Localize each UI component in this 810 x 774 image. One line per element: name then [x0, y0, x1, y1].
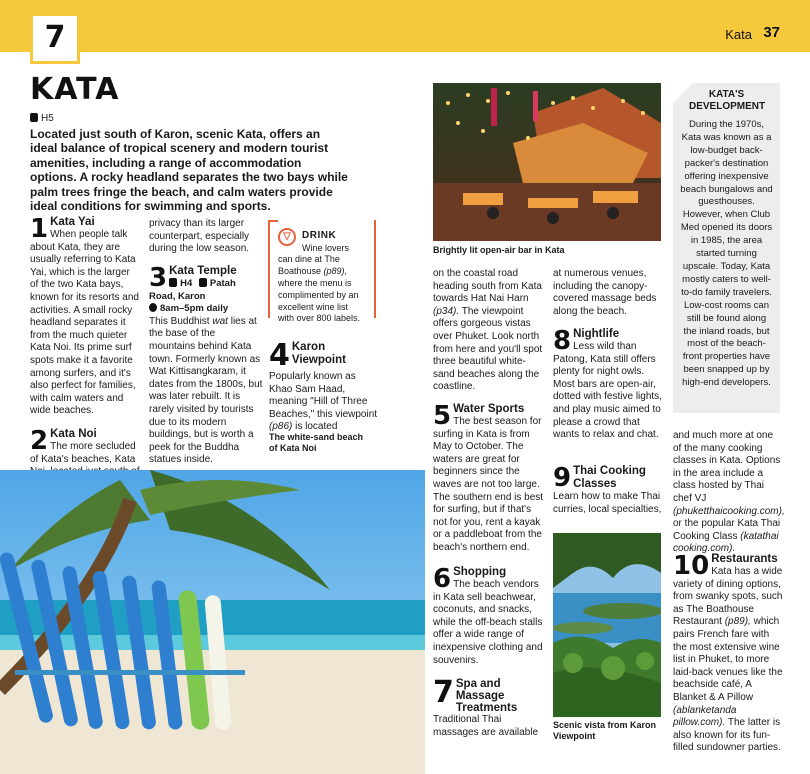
entry-kata-noi-continued: privacy than its larger counterpart, especially during the low season. — [149, 218, 250, 255]
intro-paragraph: Located just south of Karon, scenic Kata, offers an ideal balance of tropical scenery and modern tourist amenities, including a range of accommodation options. A rocky headland separates the two bays while palm trees fringe the beach, and calm waters provide ideal conditions for swimming and sports. — [30, 127, 348, 214]
entry-body: The beach vendors in Kata sell beachwear, coconuts, and snacks, while the off-beach stalls offer a wide range of inexpensive clothing and souvenirs. — [433, 579, 543, 666]
entry-number: 4 — [269, 338, 290, 373]
entry-title: Nightlife — [573, 328, 620, 340]
entry-number: 2 — [30, 426, 49, 456]
entry-body: The more secluded of Kata's beaches, Kata — [30, 441, 136, 465]
entry-kata-yai — [30, 216, 140, 418]
sidebar-body: During the 1970s, Kata was known as a low-budget back-packer's destination offering inexpensive beach bungalows and guesthouses. However, when Club Med opened its doors in 1985, the area started turning upscale. Today, Kata mostly caters to well-to-do family travelers. Low-cost rooms can still be found along the inland roads, but most of the beach-front properties have been snapped up by high-end developers. — [680, 119, 773, 389]
home-icon — [199, 278, 207, 287]
entry-address: H4 Patah Road, Karon — [149, 278, 236, 302]
drink-label: DRINK — [302, 230, 337, 241]
entry-title: Spa and Massage Treatments — [455, 678, 518, 714]
sidebar-corner — [673, 83, 693, 103]
chapter-number: 7 — [44, 20, 66, 55]
wine-glass-icon: ▽ — [278, 228, 296, 246]
chapter-tab — [30, 16, 80, 64]
entry-body: Learn how to make Thai curries, local specialties, — [553, 491, 662, 515]
caption-bar-photo: Brightly lit open-air bar in Kata — [433, 245, 565, 255]
entry-cooking-classes — [553, 465, 663, 516]
page-title: KATA — [30, 72, 120, 107]
entry-body: Traditional Thai massages are available — [433, 714, 539, 738]
entry-body: Kata has a wide variety of dining options, from swanky spots, such as The Boathouse Restaurant (p89), which pairs French fare with the most extensive wine list in Phuket, to more laid-back venues like the beachside café, A Blanket & A Pillow (ablanketanda pillow.com). The latter is also known for its fun-filled sundowner parties. — [673, 566, 783, 754]
entry-spa — [433, 675, 546, 739]
header-bar — [0, 0, 810, 52]
drink-text: Wine lovers can dine at The Boathouse (p89), where the menu is complimented by an excellent wine list with over 800 labels. — [278, 242, 361, 324]
entry-number: 1 — [30, 214, 49, 244]
entry-kata-temple — [149, 265, 264, 467]
entry-number: 8 — [553, 326, 572, 356]
map-pin-icon — [169, 278, 177, 287]
entry-title: Water Sports — [453, 403, 525, 415]
entry-shopping — [433, 566, 546, 667]
map-pin-icon — [30, 113, 38, 122]
vista-photo — [553, 533, 661, 717]
entry-number: 9 — [553, 463, 572, 493]
entry-nightlife — [553, 328, 663, 442]
entry-body: Less wild than Patong, Kata still offers plenty for night owls. Most bars are open-air, dotted with festive lights, and play music aimed to please a crowd that wants to relax and chat. — [553, 341, 662, 441]
entry-number: 3 — [149, 263, 168, 293]
development-sidebar — [673, 83, 780, 413]
entry-karon-viewpoint-continued: on the coastal road heading south from Kata towards Hat Nai Harn (p34). The viewpoint offers gorgeous vistas over Phuket. Look north from here and you'll spot three beautiful white-sand beaches along the coastline. — [433, 268, 543, 393]
section-name: Kata — [725, 27, 752, 42]
entry-body: This Buddhist wat lies at the base of the mountains behind Kata town. Formerly known as Wat Kittisangkaram, it dates from the 1800s, but was later rebuilt. It is rarely visited by tourists due to its modern buildings, but is worth a peek for the Buddha statues inside. — [149, 315, 263, 466]
entry-cooking-continued: and much more at one of the many cooking classes in Kata. Options in the area include a class hosted by Thai chef VJ (phuketthaicooking.com), or the popular Kata Thai Cooking Class (katathai cooking.com). — [673, 430, 785, 555]
beach-photo — [0, 470, 425, 774]
caption-vista-photo: Scenic vista from Karon Viewpoint — [553, 720, 657, 741]
entry-title: Kata Temple — [169, 265, 237, 277]
entry-body: Popularly known as Khao Sam Haad, meaning "Hill of Three Beaches," this viewpoint (p86) is located — [269, 371, 378, 433]
entry-water-sports — [433, 403, 546, 555]
map-grid-ref: H5 — [30, 113, 54, 124]
entry-title: Karon Viewpoint — [291, 341, 346, 366]
entry-title: Restaurants — [711, 553, 778, 565]
entry-body: The best season for surfing in Kata is from May to October. The waters are great for beginners since the waves are not too large. The southern end is best for surfing, but if that's not for you, rent a kayak or a paddleboat from the beach's northern end. — [433, 416, 544, 553]
sidebar-title: KATA'S DEVELOPMENT — [689, 89, 766, 112]
entry-spa-continued: at numerous venues, including the canopy-covered massage beds along the beach. — [553, 268, 657, 317]
entry-restaurants — [673, 553, 783, 755]
page-number: 37 — [763, 24, 780, 41]
entry-karon-viewpoint — [269, 338, 379, 434]
caption-beach-photo: The white-sand beach of Kata Noi — [269, 432, 364, 453]
entry-body: When people talk about Kata, they are usually referring to Kata Yai, which is the larger of the two Kata bays, known for its resorts and activities. A small rocky headland separates it from the much quieter Kata Noi. Its prime surf spots make it a favorite among surfers, and it's also perfect for families, with calm waters and wide beaches. — [30, 229, 139, 417]
entry-title: Kata Noi — [50, 428, 97, 440]
entry-title: Thai Cooking Classes — [573, 465, 646, 490]
drink-box — [268, 220, 376, 324]
entry-number: 5 — [433, 401, 452, 431]
entry-title: Shopping — [453, 566, 507, 578]
entry-title: Kata Yai — [50, 216, 95, 228]
entry-hours: 8am–5pm daily — [149, 303, 264, 316]
entry-number: 6 — [433, 564, 452, 594]
entry-number: 7 — [433, 675, 454, 710]
clock-icon — [149, 303, 157, 312]
bar-photo — [433, 83, 661, 241]
entry-number: 10 — [673, 551, 710, 581]
